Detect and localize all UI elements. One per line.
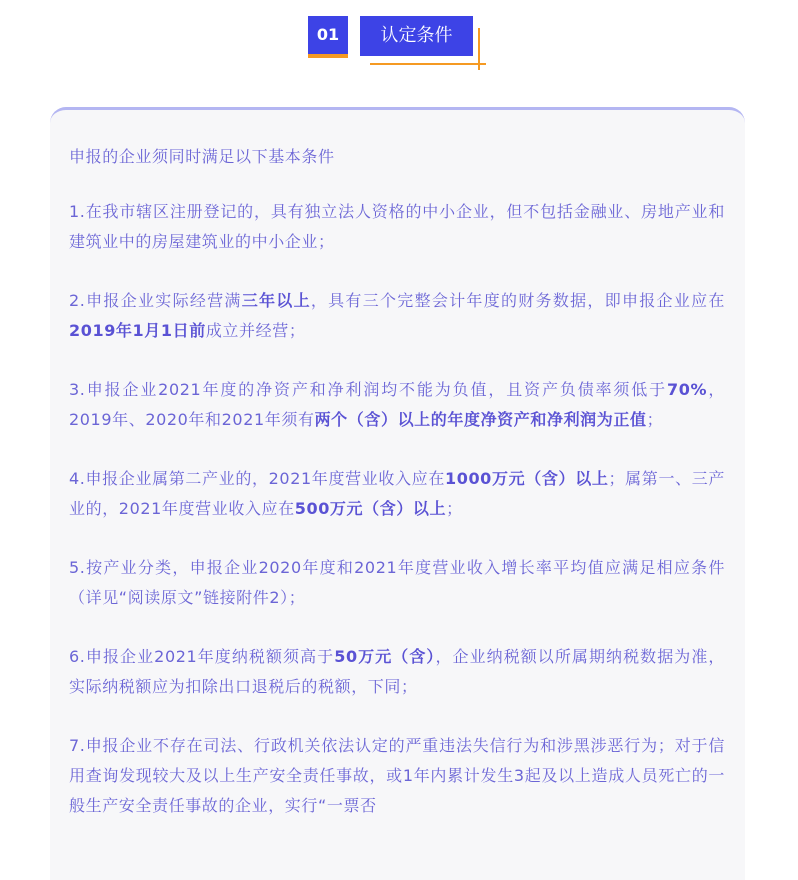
highlight: 50万元（含）: [334, 647, 436, 666]
section-number: 01: [308, 16, 348, 54]
highlight: 三年以上: [241, 291, 311, 310]
section-header: [0, 0, 798, 80]
condition-item-2: 2.申报企业实际经营满三年以上，具有三个完整会计年度的财务数据，即申报企业应在2019年1月1日前成立并经营；: [69, 291, 725, 340]
highlight: 2019年1月1日前: [69, 321, 206, 340]
intro-text: 申报的企业须同时满足以下基本条件: [69, 147, 335, 166]
conditions-card: [50, 107, 745, 880]
number-underline-decoration: [308, 54, 348, 58]
section-title: 认定条件: [360, 16, 473, 56]
condition-item-1: 1.在我市辖区注册登记的，具有独立法人资格的中小企业，但不包括金融业、房地产业和建筑业中的房屋建筑业的中小企业；: [69, 202, 725, 251]
highlight: 两个（含）以上的年度净资产和净利润为正值: [314, 410, 647, 429]
conditions-content: [69, 142, 725, 850]
highlight: 1000万元（含）以上: [444, 469, 609, 488]
condition-item-4: 4.申报企业属第二产业的，2021年度营业收入应在1000万元（含）以上；属第一、三产业的，2021年度营业收入应在500万元（含）以上；: [69, 469, 725, 518]
title-horizontal-decoration: [370, 63, 486, 65]
highlight: 500万元（含）以上: [294, 499, 447, 518]
condition-item-5: 5.按产业分类，申报企业2020年度和2021年度营业收入增长率平均值应满足相应条件（详见“阅读原文”链接附件2）；: [69, 558, 725, 607]
condition-item-6: 6.申报企业2021年度纳税额须高于50万元（含），企业纳税额以所属期纳税数据为准，实际纳税额应为扣除出口退税后的税额，下同；: [69, 647, 726, 696]
highlight: 70%: [667, 380, 708, 399]
condition-item-7: 7.申报企业不存在司法、行政机关依法认定的严重违法失信行为和涉黑涉恶行为；对于信用查询发现较大及以上生产安全责任事故，或1年内累计发生3起及以上造成人员死亡的一般生产安全责任事故的企业，实行“一票否: [69, 736, 725, 815]
condition-item-3: 3.申报企业2021年度的净资产和净利润均不能为负值，且资产负债率须低于70%，2019年、2020年和2021年须有两个（含）以上的年度净资产和净利润为正值；: [69, 380, 725, 429]
